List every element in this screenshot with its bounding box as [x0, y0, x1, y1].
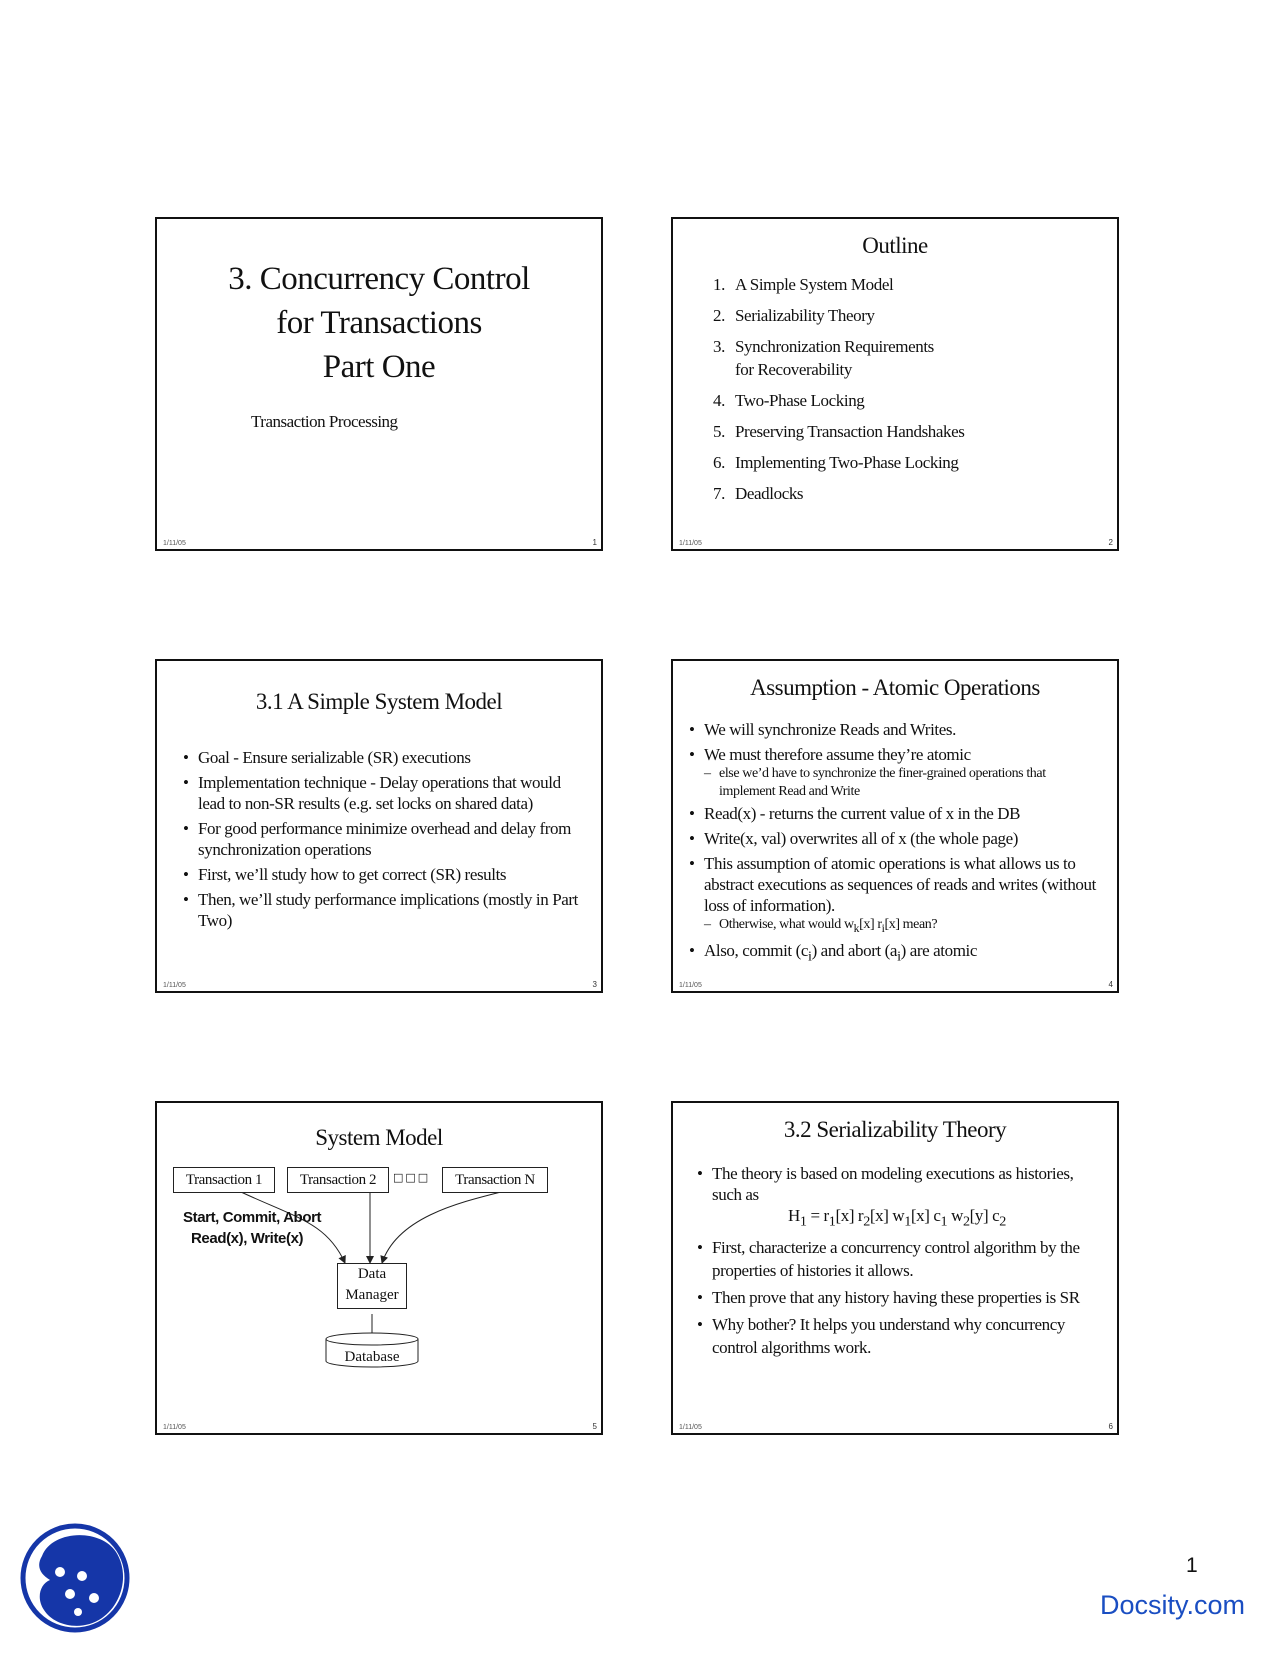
slide-date: 1/11/05	[679, 540, 702, 547]
slide-number: 4	[1108, 980, 1113, 989]
read-write-label: Read(x), Write(x)	[191, 1230, 304, 1247]
slide-date: 1/11/05	[163, 540, 186, 547]
list-item: • Also, commit $(c_i)$ and abort $(a_i)$ are atomic	[689, 940, 1105, 967]
bullet-list	[183, 747, 583, 935]
list-item: • The theory is based on modeling executions as histories, such as	[697, 1163, 1097, 1205]
slide-6-title: 3.2 Serializability Theory	[783, 1117, 1007, 1142]
slide-4-title: Assumption - Atomic Operations	[750, 675, 1040, 700]
list-item: • This assumption of atomic operations is what allows us to abstract executions as sequences of reads and writes (without loss of information).	[689, 853, 1105, 916]
bullet-list	[697, 1163, 1097, 1363]
transaction-1-box: Transaction 1	[173, 1167, 275, 1193]
list-item: • For good performance minimize overhead and delay from synchronization operations	[183, 818, 583, 860]
list-item: 1. A Simple System Model	[713, 275, 894, 294]
slide-2	[671, 217, 1119, 551]
list-item: 6. Implementing Two-Phase Locking	[713, 453, 959, 472]
slide-1	[155, 217, 603, 551]
slide-5	[155, 1101, 603, 1435]
list-item: 3. Synchronization Requirements for Recoverability	[713, 337, 934, 379]
list-item: • First, characterize a concurrency control algorithm by the properties of histories it allows.	[697, 1236, 1097, 1282]
transaction-2-box: Transaction 2	[287, 1167, 389, 1193]
start-commit-abort-label: Start, Commit, Abort	[183, 1209, 322, 1226]
brand-link[interactable]: Docsity.com	[1100, 1590, 1246, 1620]
docsity-logo-icon[interactable]	[20, 1518, 132, 1636]
list-item: • First, we’ll study how to get correct (SR) results	[183, 864, 583, 885]
data-manager-box: Data Manager	[337, 1263, 407, 1309]
arrow	[382, 1192, 501, 1263]
slide-2-title: Outline	[862, 233, 928, 258]
slide-3	[155, 659, 603, 993]
list-item: • We will synchronize Reads and Writes.	[689, 719, 1105, 740]
transaction-n-box: Transaction N	[442, 1167, 548, 1193]
bullet-list	[689, 719, 1105, 971]
slide-3-title: 3.1 A Simple System Model	[255, 689, 503, 714]
page-number: 1	[1186, 1554, 1198, 1577]
outline-list	[713, 273, 965, 513]
list-item: – Otherwise, what would $w_k[x]$ $r_i[x]$ mean?	[689, 916, 1105, 938]
slide-date: 1/11/05	[679, 1424, 702, 1431]
database-label: Database	[344, 1349, 400, 1365]
ellipsis-squares-icon: □□□	[393, 1171, 431, 1184]
list-item: • Write(x, val) overwrites all of x (the whole page)	[689, 828, 1105, 849]
list-item: 4. Two-Phase Locking	[713, 391, 865, 410]
slide-6	[671, 1101, 1119, 1435]
slide-1-title: 3. Concurrency Control for Transactions Part One	[228, 261, 530, 385]
slide-4	[671, 659, 1119, 993]
database-cylinder-top	[326, 1333, 418, 1345]
list-item: • Then prove that any history having these properties is SR	[697, 1286, 1097, 1309]
list-item: • Goal - Ensure serializable (SR) executions	[183, 747, 583, 768]
slide-number: 5	[592, 1422, 597, 1431]
slide-1-subtitle: Transaction Processing	[251, 412, 398, 431]
list-item: • Then, we’ll study performance implications (mostly in Part Two)	[183, 889, 583, 931]
list-item: • Read(x) - returns the current value of x in the DB	[689, 803, 1105, 824]
list-item: • Implementation technique - Delay operations that would lead to non-SR results (e.g. set locks on shared data)	[183, 772, 583, 814]
slide-number: 2	[1108, 538, 1113, 547]
slide-date: 1/11/05	[163, 1424, 186, 1431]
list-item: 2. Serializability Theory	[713, 306, 875, 325]
list-item: 5. Preserving Transaction Handshakes	[713, 422, 965, 441]
list-item: 7. Deadlocks	[713, 484, 804, 503]
list-item: – else we’d have to synchronize the finer-grained operations that implement Read and Write	[689, 765, 1105, 801]
slide-number: 6	[1108, 1422, 1113, 1431]
list-item: • Why bother? It helps you understand why concurrency control algorithms work.	[697, 1313, 1097, 1359]
slide-date: 1/11/05	[163, 982, 186, 989]
slide-number: 1	[592, 538, 597, 547]
slide-date: 1/11/05	[679, 982, 702, 989]
slide-5-title: System Model	[315, 1125, 443, 1150]
slide-number: 3	[592, 980, 597, 989]
history-formula: $H_1 = r_1[x]$ $r_2[x]$ $w_1[x]$ $c_1$ $w_2[y]$ $c_2$	[788, 1206, 1006, 1230]
list-item: • We must therefore assume they’re atomic	[689, 744, 1105, 765]
